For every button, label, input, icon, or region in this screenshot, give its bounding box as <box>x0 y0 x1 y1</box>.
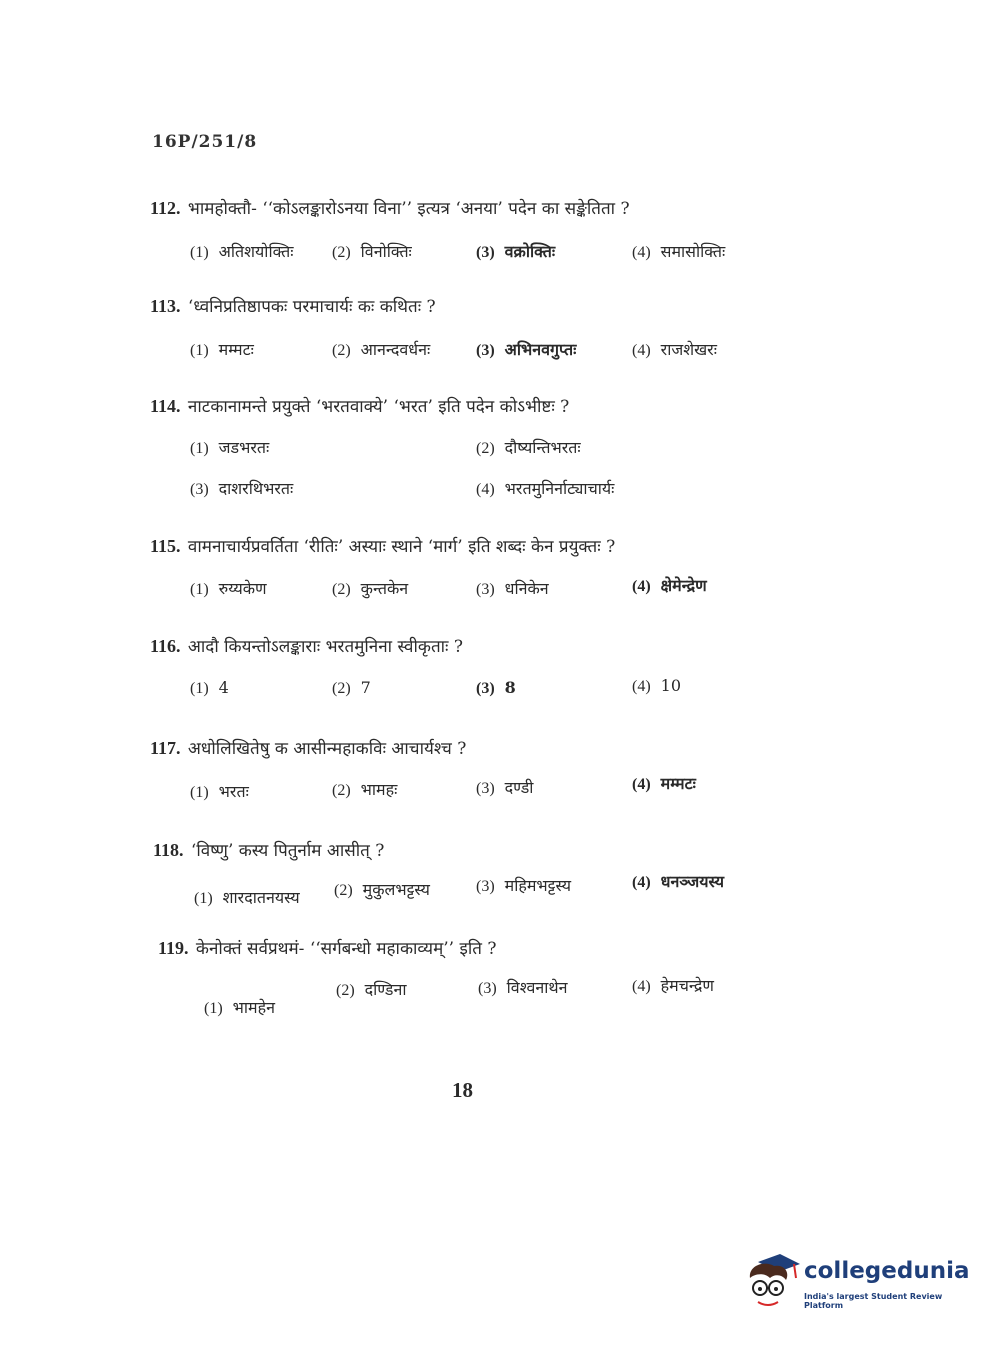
option-text: 10 <box>660 676 682 695</box>
option-number: (2) <box>332 342 351 359</box>
option <box>190 780 249 802</box>
logo-wordmark: collegedunia <box>804 1258 970 1284</box>
option-number: (4) <box>632 244 651 261</box>
option-number: (4) <box>632 678 651 695</box>
option <box>476 776 533 798</box>
option-number: (2) <box>476 440 495 457</box>
question-text: ‘विष्णु’ कस्य पितुर्नाम आसीत् ? <box>190 841 385 861</box>
option <box>632 240 725 262</box>
question-number: 117. <box>150 738 181 758</box>
mascot-icon <box>744 1252 800 1312</box>
option <box>190 577 267 599</box>
option-number: (2) <box>332 680 351 697</box>
option-text: दौष्यन्तिभरतः <box>504 438 581 457</box>
option-number: (2) <box>336 982 355 999</box>
question-number: 118. <box>153 840 184 860</box>
option-text: भरतमुनिर्नाट्याचार्यः <box>504 479 615 498</box>
option-text: अभिनवगुप्तः <box>504 340 577 359</box>
question-text: नाटकानामन्ते प्रयुक्ते ‘भरतवाक्ये’ ‘भरत’ इति पदेन कोऽभीष्टः ? <box>187 397 570 417</box>
option <box>190 678 229 698</box>
question-text: आदौ कियन्तोऽलङ्काराः भरतमुनिना स्वीकृताः ? <box>187 637 464 657</box>
option-text: हेमचन्द्रेण <box>660 976 714 995</box>
option <box>476 477 614 499</box>
option-text: विश्वनाथेन <box>506 978 568 997</box>
option-text: राजशेखरः <box>660 340 717 359</box>
option-text: शारदातनयस्य <box>222 888 300 907</box>
option-number: (2) <box>332 581 351 598</box>
option-text: वक्रोक्तिः <box>504 242 556 261</box>
option-text: दण्डिना <box>364 980 407 999</box>
option-text: आनन्दवर्धनः <box>360 340 431 359</box>
option-text: विनोक्तिः <box>360 242 412 261</box>
option-text: मम्मटः <box>660 774 696 793</box>
option-number: (1) <box>190 342 209 359</box>
option-number: (3) <box>190 481 209 498</box>
option-text: मम्मटः <box>218 340 254 359</box>
question-text: केनोक्तं सर्वप्रथमं- ‘‘सर्गबन्धो महाकाव्यम्’’ इति ? <box>195 939 497 959</box>
question-number: 119. <box>158 938 189 958</box>
option-number: (1) <box>190 581 209 598</box>
option-number: (2) <box>334 882 353 899</box>
option-number: (3) <box>476 780 495 797</box>
option-text: दण्डी <box>504 778 534 797</box>
collegedunia-logo <box>744 1252 974 1322</box>
question-115 <box>150 534 615 557</box>
option-text: भामहः <box>360 780 398 799</box>
option-number: (1) <box>194 890 213 907</box>
option-text: 8 <box>504 678 516 697</box>
option <box>478 976 568 998</box>
option-number: (1) <box>204 1000 223 1017</box>
option-number: (1) <box>190 244 209 261</box>
option <box>632 772 696 794</box>
question-text: अधोलिखितेषु क आसीन्महाकविः आचार्यश्च ? <box>187 739 467 759</box>
question-text: भामहोक्तौ- ‘‘कोऽलङ्कारोऽनया विना’’ इत्यत्र ‘अनया’ पदेन का सङ्केतिता ? <box>187 199 630 219</box>
option-number: (3) <box>476 680 495 697</box>
question-116 <box>150 634 463 657</box>
option <box>332 240 412 262</box>
option <box>632 574 707 596</box>
option-number: (4) <box>632 874 651 891</box>
option <box>332 338 430 360</box>
option <box>632 870 724 892</box>
option <box>476 436 581 458</box>
logo-tagline: India's largest Student Review Platform <box>804 1292 943 1310</box>
option <box>332 778 397 800</box>
option <box>632 676 681 696</box>
question-number: 114. <box>150 396 181 416</box>
option <box>476 338 576 360</box>
option-text: धनञ्जयस्य <box>660 872 725 891</box>
option-number: (4) <box>632 342 651 359</box>
option-text: मुकुलभट्टस्य <box>362 880 430 899</box>
option-number: (1) <box>190 784 209 801</box>
option-text: समासोक्तिः <box>660 242 726 261</box>
option-number: (4) <box>476 481 495 498</box>
option <box>190 477 293 499</box>
option <box>190 338 254 360</box>
option <box>476 874 571 896</box>
option-text: महिमभट्टस्य <box>504 876 572 895</box>
option-number: (2) <box>332 244 351 261</box>
question-114 <box>150 394 569 417</box>
option-text: क्षेमेन्द्रेण <box>660 576 707 595</box>
option-text: 7 <box>360 678 371 697</box>
question-number: 113. <box>150 296 181 316</box>
option <box>334 878 430 900</box>
option-number: (1) <box>190 680 209 697</box>
option-text: भरतः <box>218 782 249 801</box>
option <box>336 978 406 1000</box>
option <box>190 436 269 458</box>
option-number: (3) <box>476 342 495 359</box>
option-text: भामहेन <box>232 998 275 1017</box>
option <box>476 240 555 262</box>
option <box>332 577 408 599</box>
option-text: अतिशयोक्तिः <box>218 242 294 261</box>
option <box>476 678 516 698</box>
option <box>204 996 275 1018</box>
question-text: ‘ध्वनिप्रतिष्ठापकः परमाचार्यः कः कथितः ? <box>187 297 436 317</box>
option-number: (3) <box>478 980 497 997</box>
question-number: 115. <box>150 536 181 556</box>
question-113 <box>150 294 436 317</box>
question-number: 112. <box>150 198 181 218</box>
option <box>632 338 717 360</box>
question-112 <box>150 196 630 219</box>
option <box>632 974 714 996</box>
option-number: (3) <box>476 581 495 598</box>
option <box>476 577 549 599</box>
option-number: (3) <box>476 244 495 261</box>
option <box>332 678 371 698</box>
option-text: कुन्तकेन <box>360 579 409 598</box>
question-118 <box>153 838 384 861</box>
question-number: 116. <box>150 636 181 656</box>
page-number: 18 <box>452 1078 473 1102</box>
option-number: (4) <box>632 978 651 995</box>
question-117 <box>150 736 466 759</box>
option-text: जडभरतः <box>218 438 270 457</box>
option-number: (4) <box>632 578 651 595</box>
option <box>190 240 294 262</box>
question-119 <box>158 936 496 959</box>
option-text: धनिकेन <box>504 579 549 598</box>
option <box>194 886 300 908</box>
option-text: 4 <box>218 678 229 697</box>
question-text: वामनाचार्यप्रवर्तिता ‘रीतिः’ अस्याः स्थाने ‘मार्ग’ इति शब्दः केन प्रयुक्तः ? <box>187 537 616 557</box>
paper-code: 16P/251/8 <box>152 132 258 152</box>
option-text: दाशरथिभरतः <box>218 479 294 498</box>
option-number: (4) <box>632 776 651 793</box>
option-number: (1) <box>190 440 209 457</box>
option-number: (3) <box>476 878 495 895</box>
option-number: (2) <box>332 782 351 799</box>
option-text: रुय्यकेण <box>218 579 267 598</box>
